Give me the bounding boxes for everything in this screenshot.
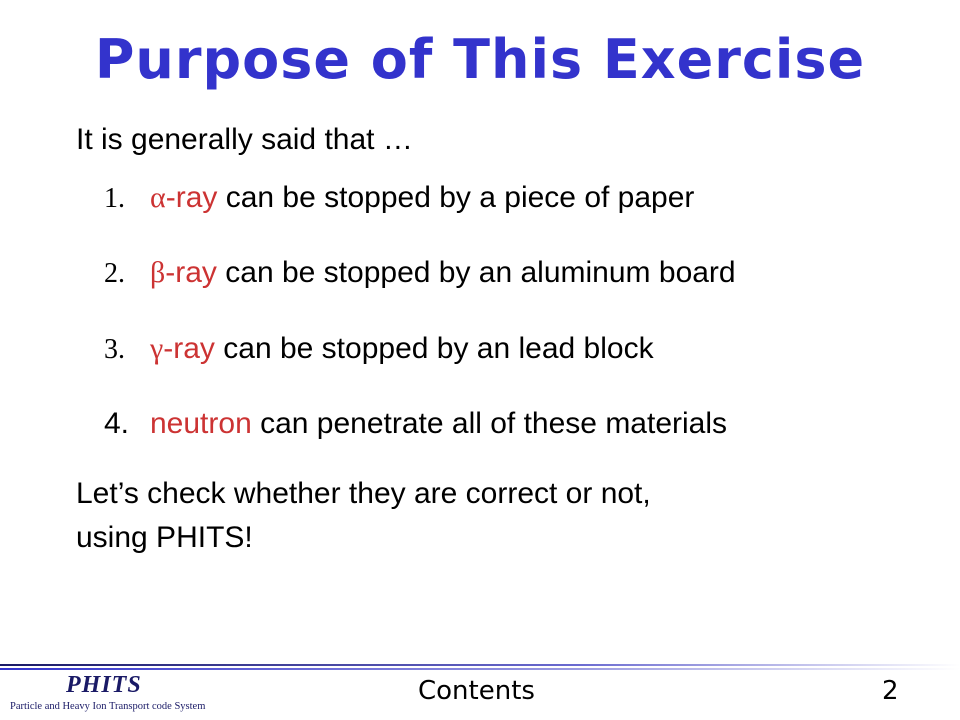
- logo-title: PHITS: [66, 672, 142, 698]
- item-number: 2.: [104, 258, 125, 289]
- closing-line-2: using PHITS!: [76, 521, 253, 554]
- item-keyword: -ray: [165, 181, 218, 214]
- item-number: 1.: [104, 183, 125, 214]
- item-number: 3.: [104, 334, 125, 365]
- intro-text: It is generally said that …: [76, 123, 413, 156]
- item-text: can be stopped by an aluminum board: [216, 256, 736, 289]
- slide-title: Purpose of This Exercise: [94, 28, 866, 91]
- list-item: [104, 181, 694, 215]
- list-item: [104, 256, 736, 290]
- logo-subtitle: Particle and Heavy Ion Transport code System: [10, 701, 206, 712]
- footer-contents-link[interactable]: Contents: [418, 676, 535, 706]
- list-item: [104, 332, 654, 366]
- item-keyword: neutron: [150, 407, 252, 440]
- footer-line-bottom: [0, 668, 960, 670]
- footer-divider: [0, 664, 960, 672]
- item-keyword: -ray: [165, 256, 217, 289]
- page-number: 2: [882, 676, 899, 706]
- closing-text: [76, 472, 651, 560]
- item-text: can penetrate all of these materials: [251, 407, 728, 440]
- closing-line-1: Let’s check whether they are correct or not,: [76, 477, 651, 510]
- item-number: 4.: [104, 407, 130, 440]
- phits-logo: [8, 672, 228, 718]
- greek-letter: α: [150, 181, 166, 214]
- item-keyword: -ray: [163, 332, 215, 365]
- footer-line-top: [0, 664, 960, 666]
- list-item: [104, 407, 727, 441]
- greek-letter: β: [150, 256, 166, 289]
- item-text: can be stopped by a piece of paper: [217, 181, 695, 214]
- item-text: can be stopped by an lead block: [214, 332, 654, 365]
- greek-letter: γ: [150, 332, 164, 365]
